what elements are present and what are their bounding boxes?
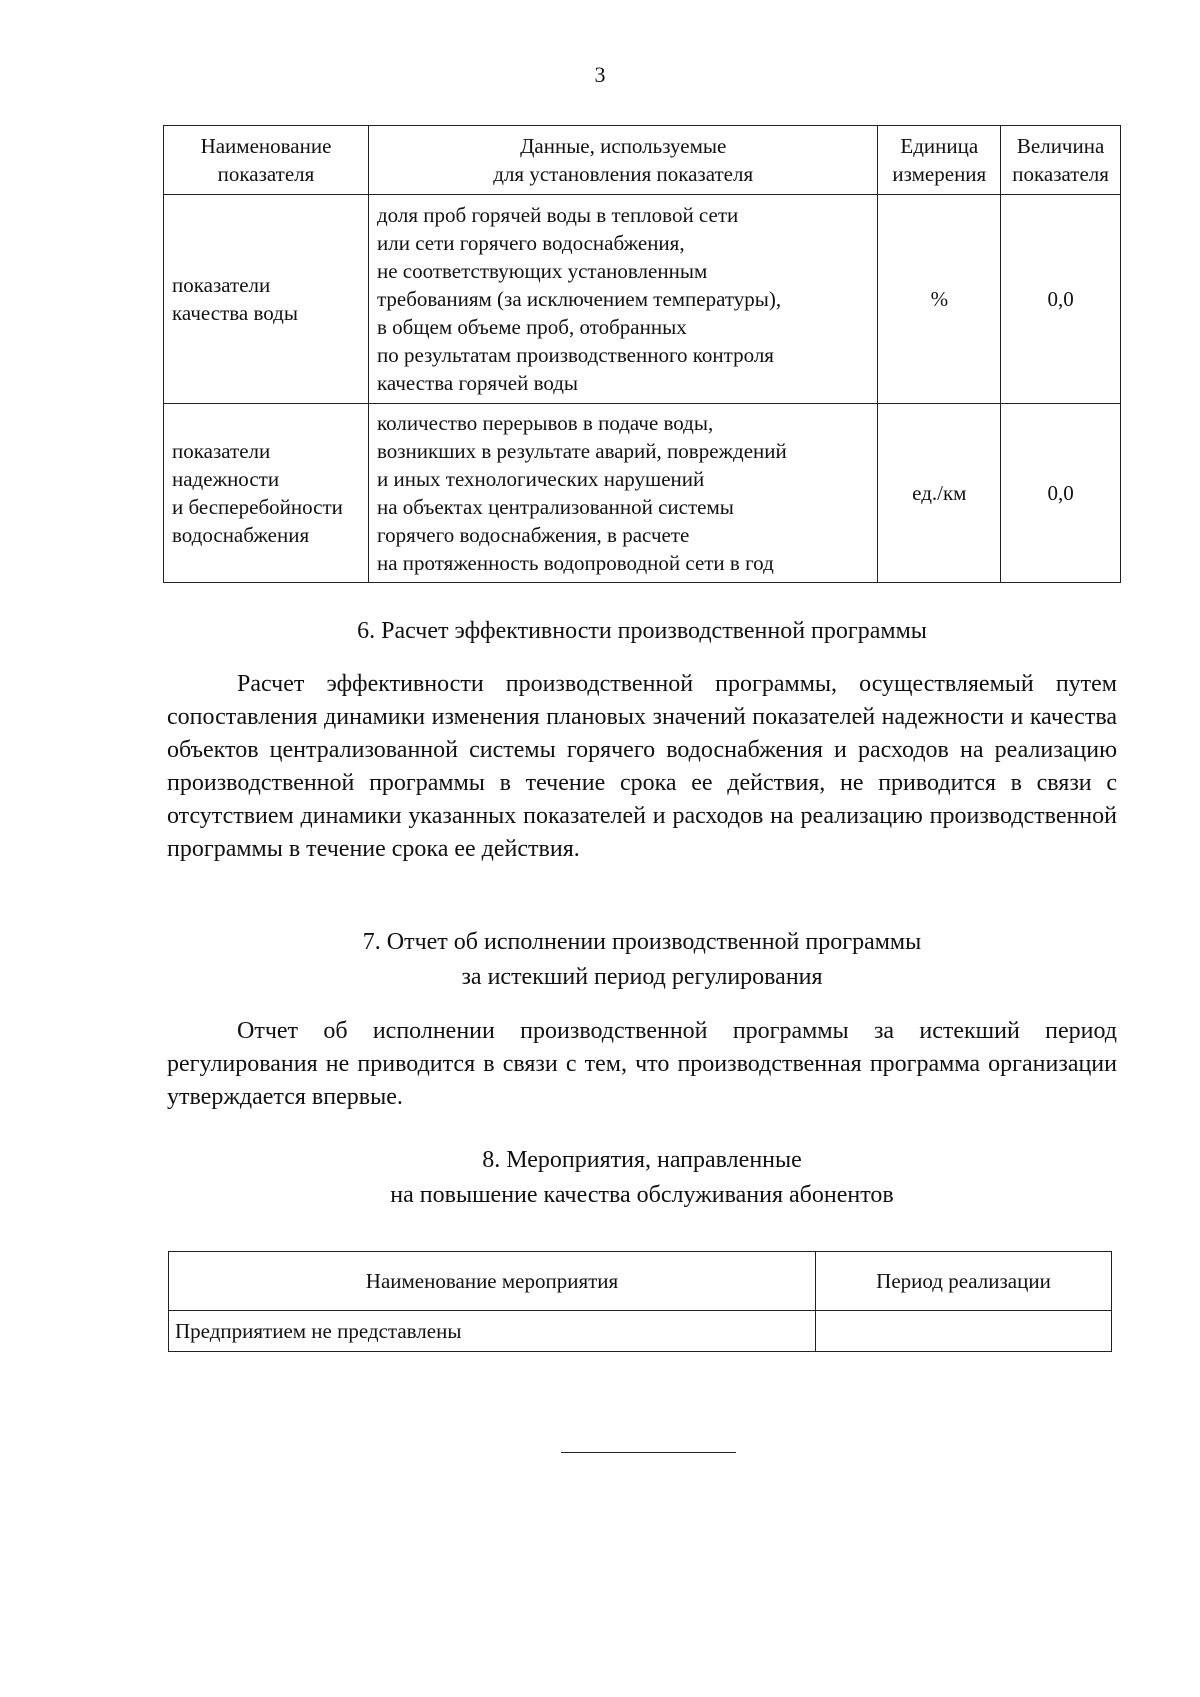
- section-7-heading: 7. Отчет об исполнении производственной программы за истекший период регулирования: [362, 929, 922, 990]
- indicator-unit: ед./км: [878, 404, 1001, 583]
- header-value: Величина показателя: [1001, 126, 1121, 195]
- page-number: 3: [594, 62, 606, 87]
- section-6-heading: 6. Расчет эффективности производственной программы: [357, 618, 927, 644]
- header-event-name: Наименование мероприятия: [169, 1252, 816, 1311]
- table-row: [169, 1311, 1112, 1352]
- table-header-row: [164, 126, 1121, 195]
- indicator-unit: %: [878, 195, 1001, 404]
- section-8-heading: 8. Мероприятия, направленные на повышение качества обслуживания абонентов: [390, 1147, 894, 1208]
- event-period: [816, 1311, 1112, 1352]
- header-event-period: Период реализации: [816, 1252, 1112, 1311]
- header-indicator-name: Наименование показателя: [164, 126, 369, 195]
- table-header-row: [169, 1252, 1112, 1311]
- indicator-data: доля проб горячей воды в тепловой сети или сети горячего водоснабжения, не соответствующих установленным требованиям (за исключением температуры), в общем объеме проб, отобранных по результатам производственного контроля качества горячей воды: [368, 195, 877, 404]
- section-6-text: Расчет эффективности производственной программы, осуществляемый путем сопоставления динамики изменения плановых значений показателей надежности и качества объектов централизованной системы горячего водоснабжения и расходов на реализацию производственной программы в течение срока ее действия, не приводится в связи с отсутствием динамики указанных показателей и расходов на реализацию производственной программы в течение срока ее действия.: [167, 671, 1117, 862]
- indicator-value: 0,0: [1001, 195, 1121, 404]
- indicator-value: 0,0: [1001, 404, 1121, 583]
- indicator-name: показатели качества воды: [164, 195, 369, 404]
- table-row: [164, 195, 1121, 404]
- section-7-text: Отчет об исполнении производственной программы за истекший период регулирования не приводится в связи с тем, что производственная программа организации утверждается впервые.: [167, 1018, 1117, 1110]
- indicator-data: количество перерывов в подаче воды, возникших в результате аварий, повреждений и иных технологических нарушений на объектах централизованной системы горячего водоснабжения, в расчете на протяженность водопроводной сети в год: [368, 404, 877, 583]
- indicators-table: [163, 125, 1121, 583]
- table-row: [164, 404, 1121, 583]
- header-indicator-data: Данные, используемые для установления показателя: [368, 126, 877, 195]
- event-name: Предприятием не представлены: [169, 1311, 816, 1352]
- header-unit: Единица измерения: [878, 126, 1001, 195]
- closing-line: [561, 1452, 736, 1453]
- events-table: [168, 1251, 1112, 1352]
- indicator-name: показатели надежности и бесперебойности водоснабжения: [164, 404, 369, 583]
